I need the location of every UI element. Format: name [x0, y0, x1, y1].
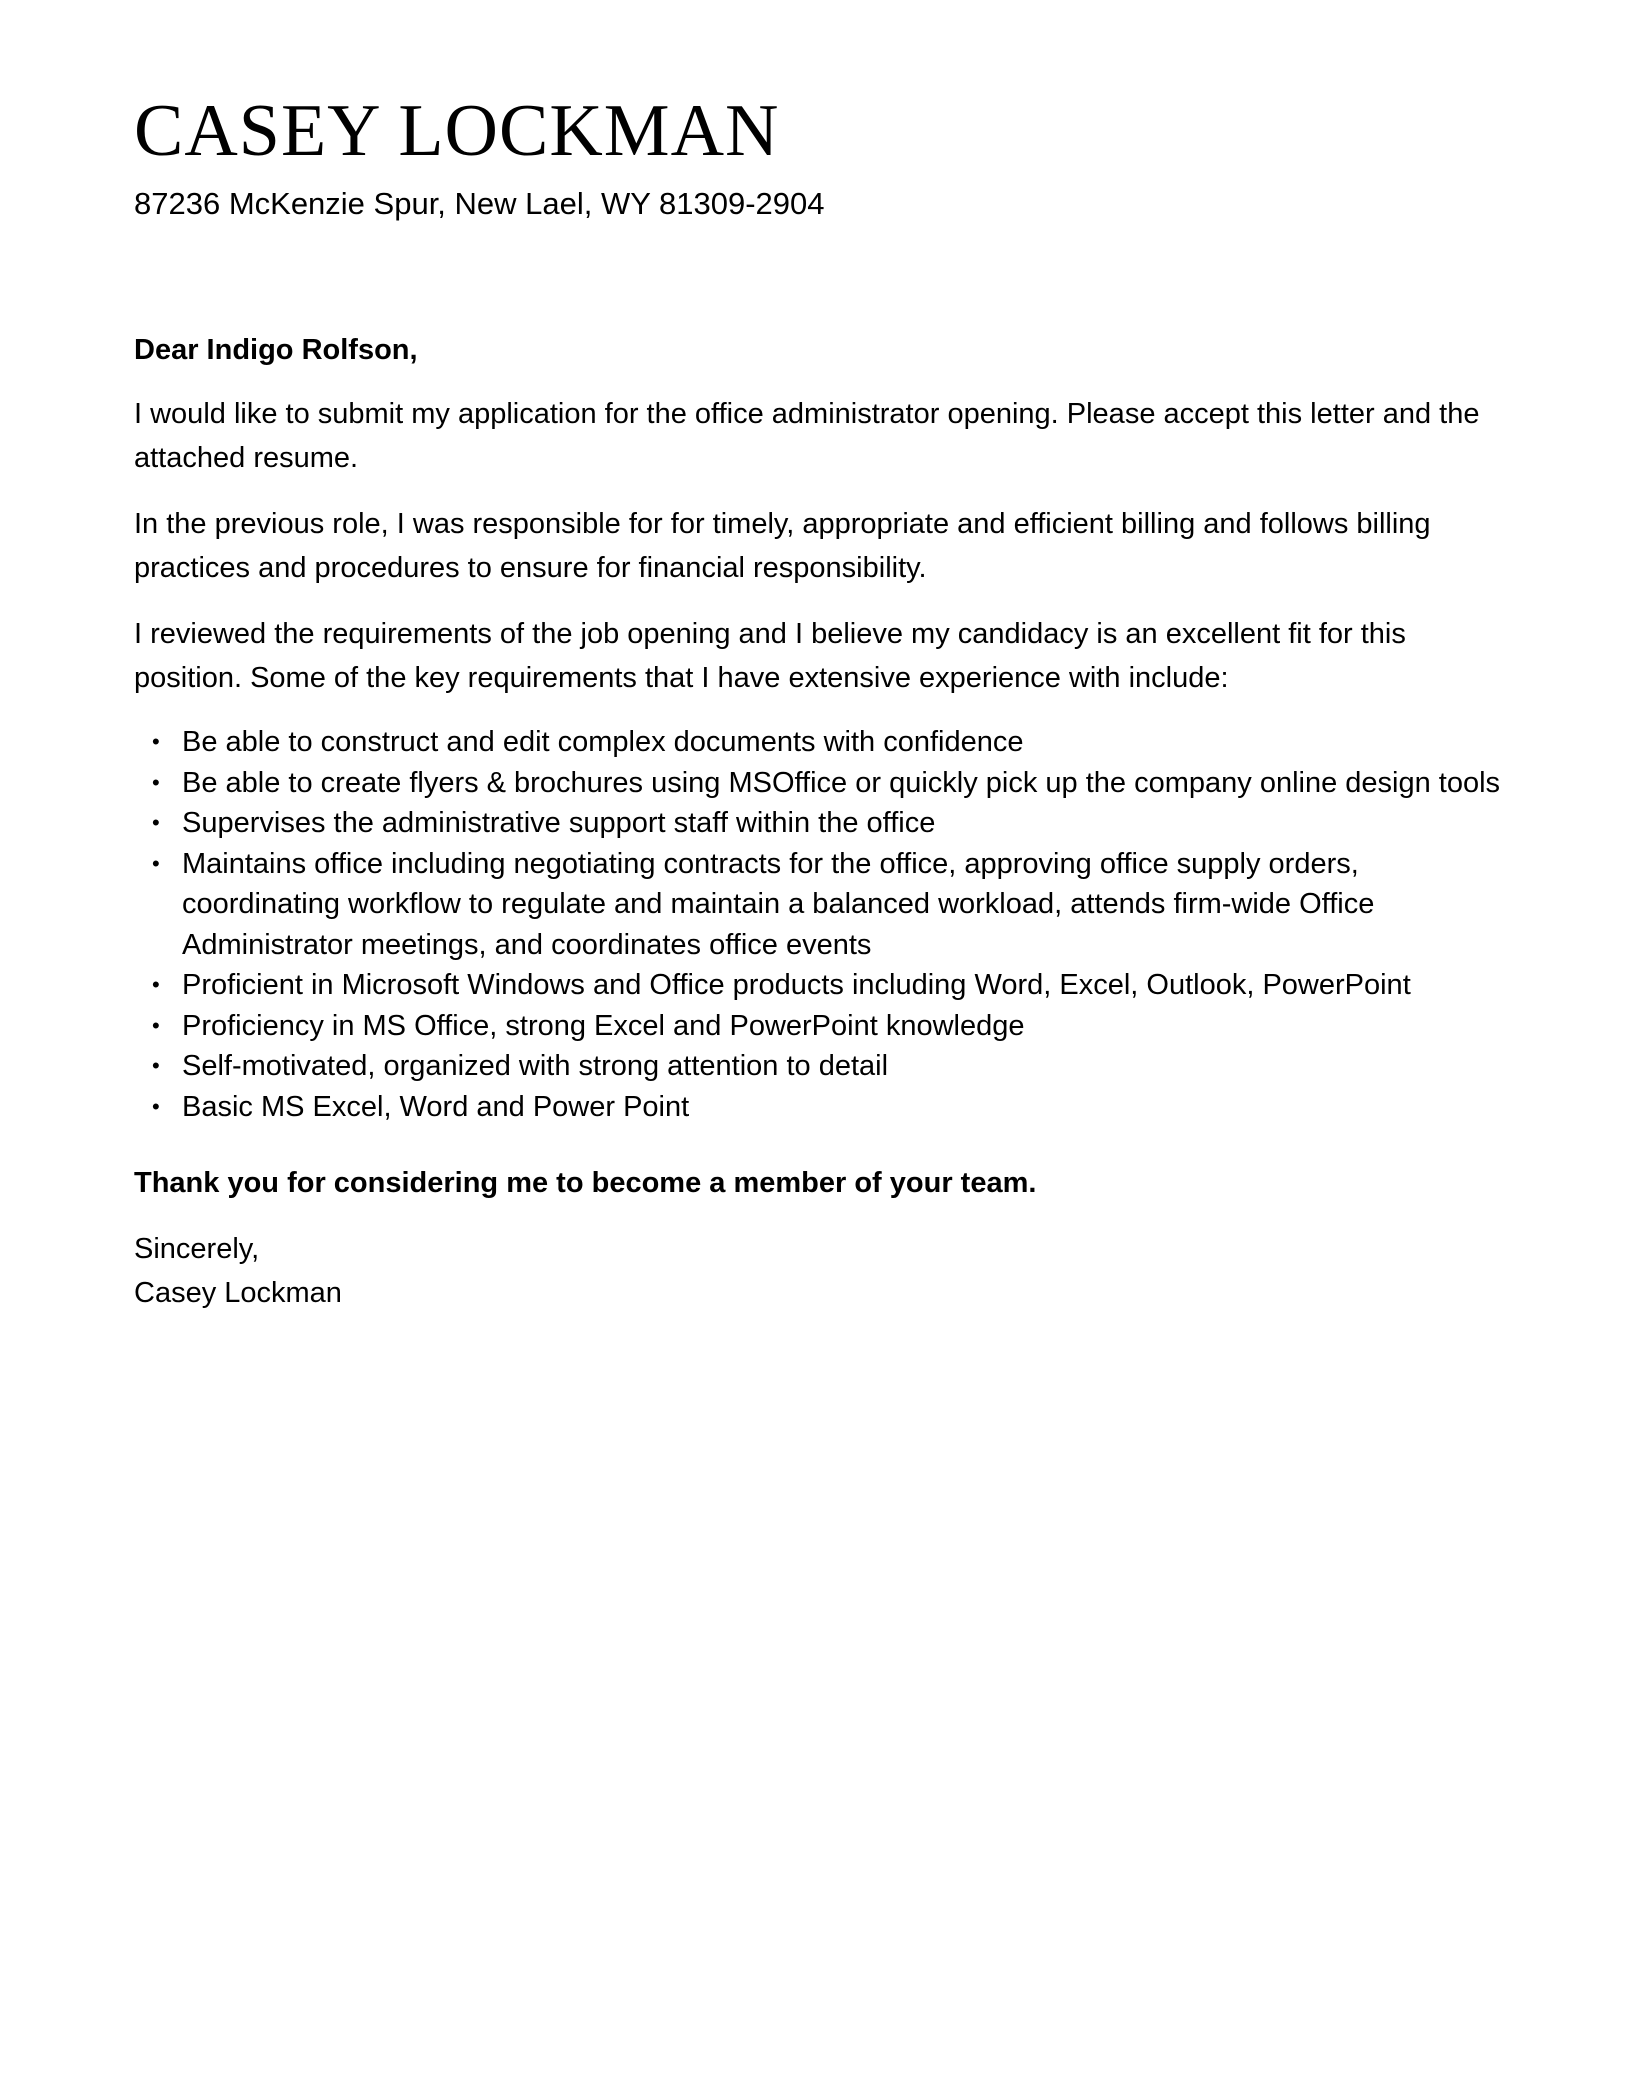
bullet-icon: • [152, 1093, 160, 1119]
bullet-icon: • [152, 769, 160, 795]
list-item-text: Be able to construct and edit complex documents with confidence [182, 726, 1024, 758]
list-item [152, 1087, 1504, 1128]
list-item-text: Be able to create flyers & brochures using MSOffice or quickly pick up the company online design tools [182, 766, 1501, 799]
bullet-icon: • [152, 850, 160, 876]
list-item [152, 965, 1504, 1006]
list-item-text: Proficiency in MS Office, strong Excel and PowerPoint knowledge [182, 1009, 1025, 1042]
applicant-address: 87236 McKenzie Spur, New Lael, WY 81309-2904 [134, 186, 825, 221]
list-item-text: Basic MS Excel, Word and Power Point [182, 1090, 690, 1123]
list-item-text: Supervises the administrative support staff within the office [182, 807, 936, 839]
bullet-icon: • [152, 1053, 160, 1078]
list-item-text: Proficient in Microsoft Windows and Office products including Word, Excel, Outlook, PowerPoint [182, 969, 1411, 1001]
bullet-icon: • [152, 729, 160, 754]
applicant-name: CASEY LOCKMAN [134, 90, 780, 172]
list-item [152, 1006, 1504, 1047]
list-item-text: Self-motivated, organized with strong attention to detail [182, 1050, 889, 1082]
list-item-text: Maintains office including negotiating contracts for the office, approving office supply orders, coordinating workflow to regulate and maintain a balanced workload, attends firm-wide Office Administrator meetings, and coordinates office events [182, 847, 1375, 961]
requirements-list [134, 722, 1504, 1127]
signature-name: Casey Lockman [134, 1277, 342, 1309]
paragraph-intro: I would like to submit my application for the office administrator opening. Please accept this letter and the attached resume. [134, 398, 1480, 474]
list-item [152, 844, 1504, 966]
signoff: Sincerely, [134, 1233, 260, 1265]
list-item [152, 763, 1504, 804]
closing-statement: Thank you for considering me to become a member of your team. [134, 1167, 1037, 1199]
list-item [152, 1046, 1504, 1087]
bullet-icon: • [152, 972, 160, 997]
bullet-icon: • [152, 1012, 160, 1038]
salutation: Dear Indigo Rolfson, [134, 334, 418, 366]
list-item [152, 803, 1504, 844]
letter-content [134, 86, 1504, 1315]
paragraph-requirements-intro: I reviewed the requirements of the job opening and I believe my candidacy is an excellent fit for this position. Some of the key requirements that I have extensive experience with include: [134, 618, 1406, 694]
list-item [152, 722, 1504, 763]
paragraph-previous-role: In the previous role, I was responsible for for timely, appropriate and efficient billing and follows billing practices and procedures to ensure for financial responsibility. [134, 508, 1431, 584]
bullet-icon: • [152, 810, 160, 835]
